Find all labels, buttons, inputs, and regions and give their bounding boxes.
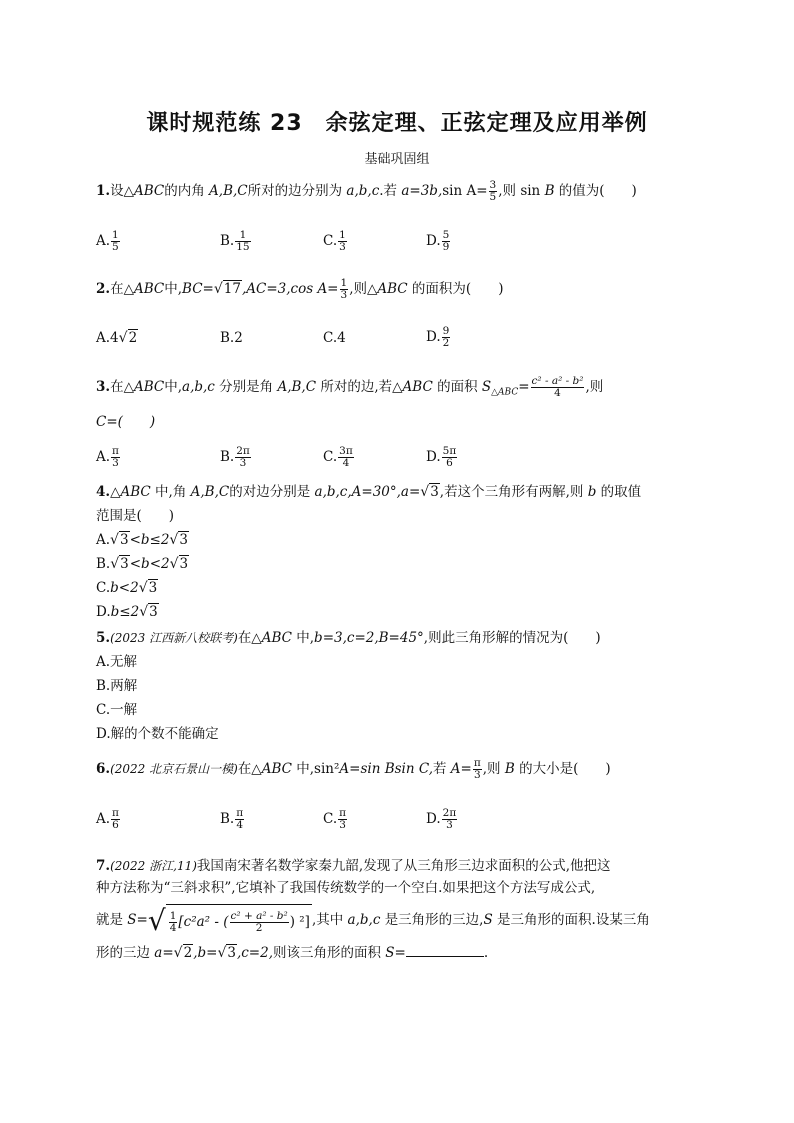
q5-source: (2023 江西新八校联考) [110, 631, 238, 645]
option-label: A. [96, 811, 111, 827]
denominator: 2 [255, 922, 263, 934]
option-fraction [111, 446, 120, 469]
radicand: 3 [430, 484, 439, 500]
option-fraction [338, 446, 354, 469]
q3-triangle: ABC [402, 379, 433, 395]
q2-triangle: ABC [133, 281, 165, 297]
q3-fraction [531, 376, 585, 399]
option-label: B. [220, 449, 235, 465]
option-inequality: b≤2 [110, 604, 140, 620]
q7-formula-tail: ) ²] [289, 914, 310, 930]
option-label: C. [323, 811, 338, 827]
radicand: 17 [223, 281, 241, 297]
option-fraction [338, 808, 347, 831]
q5-text: 中, [296, 630, 315, 646]
q7-text: 是三角形的三边, [384, 912, 484, 928]
q7-text: 形的三边 [96, 945, 150, 961]
q3-answer-prompt: C=( ) [96, 414, 156, 430]
sqrt-symbol: √3 [217, 945, 236, 961]
q7-formula-mid: [c²a² - ( [178, 914, 229, 930]
q3-sides: a,b,c [182, 379, 215, 395]
radicand: 3 [148, 580, 158, 596]
denominator: 3 [112, 457, 119, 469]
radicand: 3 [227, 945, 236, 961]
numerator: 2π [236, 445, 250, 457]
q2-triangle: ABC [377, 281, 408, 297]
q7-b-equals: ,b= [193, 945, 218, 961]
radicand: 2 [128, 330, 138, 346]
q2-bc: BC= [182, 281, 214, 297]
q6-option-a[interactable] [96, 808, 121, 831]
radicand: 3 [179, 556, 189, 572]
q4-option-a[interactable] [96, 530, 189, 550]
q5-option-b[interactable]: B.两解 [96, 678, 138, 694]
question-3-line-2 [96, 412, 155, 432]
q2-option-a[interactable] [96, 328, 138, 348]
q2-option-d[interactable] [426, 326, 451, 349]
q4-option-d[interactable] [96, 602, 159, 622]
q4-text: 中,角 [155, 484, 187, 500]
numerator: π [339, 807, 347, 819]
q1-option-d[interactable] [426, 230, 451, 253]
radicand: 3 [149, 604, 158, 620]
q1-triangle: ABC [133, 183, 165, 199]
option-label: A. [96, 449, 111, 465]
q6-text: 若 [433, 761, 447, 777]
sqrt-symbol: √2 [118, 330, 138, 346]
q5-option-a[interactable]: A.无解 [96, 654, 138, 670]
q3-equals: = [518, 379, 530, 395]
q5-option-c[interactable]: C.一解 [96, 702, 138, 718]
denominator: 9 [442, 241, 450, 253]
sqrt-symbol: √3 [139, 604, 158, 620]
denominator: 5 [489, 191, 497, 203]
sqrt-symbol: √3 [169, 556, 189, 572]
radicand: 3 [179, 532, 188, 548]
question-4 [96, 482, 641, 502]
denominator: 4 [342, 457, 350, 469]
option-fraction [235, 808, 244, 831]
q1-text: 设△ [110, 183, 134, 199]
denominator: 3 [473, 769, 481, 781]
option-label: D. [426, 811, 441, 827]
q2-text: ,则△ [349, 281, 378, 297]
option-label: C. [323, 233, 338, 249]
denominator: 3 [340, 289, 348, 301]
q1-option-b[interactable] [220, 230, 252, 253]
numerator: π [236, 807, 244, 819]
sqrt-symbol: √3 [420, 484, 439, 500]
q1-angles: A,B,C [209, 183, 248, 199]
option-label: D. [426, 449, 441, 465]
q3-area-symbol: S [481, 379, 492, 395]
q4-text: 的对边分别是 [229, 484, 311, 500]
q3-area-subscript: △ABC [491, 387, 519, 398]
sqrt-symbol: √3 [169, 532, 188, 548]
numerator: 5 [442, 229, 450, 241]
question-1 [96, 180, 637, 203]
denominator: 3 [446, 819, 453, 831]
q2-text: 的面积为( ) [411, 281, 504, 297]
option-label: B. [96, 556, 111, 572]
question-4-line-2: 范围是( ) [96, 508, 175, 524]
numerator: 1 [112, 229, 119, 241]
option-fraction [338, 230, 347, 253]
q4-text: △ [110, 484, 121, 500]
q1-text: 的值为( ) [558, 183, 637, 199]
numerator: 3π [339, 445, 353, 457]
numerator: 5π [442, 445, 457, 457]
numerator: 1 [235, 230, 250, 242]
denominator: 4 [236, 819, 244, 831]
q6-text: ,则 [482, 761, 501, 777]
denominator: 5 [112, 241, 119, 253]
q7-sides: a,b,c [347, 912, 381, 928]
option-inequality: <b<2 [129, 556, 170, 572]
question-number: 1. [96, 183, 111, 199]
q6-text: 中,sin² [296, 761, 340, 777]
question-number: 2. [96, 281, 111, 297]
question-number: 3. [96, 379, 111, 395]
option-inequality: b<2 [110, 580, 139, 596]
q5-option-d[interactable]: D.解的个数不能确定 [96, 726, 219, 742]
q6-option-d[interactable] [426, 808, 458, 831]
question-7-line-3 [96, 904, 650, 937]
sqrt-symbol: √ [147, 903, 166, 937]
numerator: c² + a² - b² [230, 910, 288, 922]
question-number: 5. [96, 630, 111, 646]
q4-angles: A,B,C [190, 484, 230, 500]
q7-text: 则该三角形的面积 [273, 945, 381, 961]
q6-condition: A=sin Bsin C, [339, 761, 433, 777]
answer-blank[interactable] [406, 942, 484, 957]
question-7 [96, 856, 611, 876]
q6-option-c[interactable] [323, 808, 348, 831]
q4-condition: a,b,c,A=30°,a= [314, 484, 421, 500]
option-fraction [442, 326, 451, 349]
q7-formula [166, 904, 312, 937]
q7-s-equals: S= [127, 912, 148, 928]
q1-sin-a: sin A= [442, 183, 488, 199]
sqrt-symbol: √2 [173, 945, 193, 961]
denominator: 4 [554, 387, 561, 399]
option-fraction [442, 446, 458, 469]
option-label: A. [96, 532, 111, 548]
q6-triangle: ABC [261, 761, 292, 777]
denominator: 2 [442, 337, 450, 349]
option-fraction [442, 230, 451, 253]
denominator: 3 [339, 819, 346, 831]
question-5 [96, 628, 601, 648]
denominator: 6 [112, 819, 119, 831]
q2-option-c[interactable]: C.4 [323, 330, 346, 346]
question-number: 4. [96, 484, 111, 500]
question-number: 6. [96, 761, 111, 777]
option-label: D. [96, 604, 111, 620]
q3-text: 分别是角 [219, 379, 274, 395]
q7-text: 是三角形的面积.设某三角 [497, 912, 650, 928]
numerator: π [112, 445, 119, 457]
option-label: C. [323, 449, 338, 465]
option-fraction [111, 808, 120, 831]
option-inequality: <b≤2 [129, 532, 170, 548]
q1-fraction [489, 180, 498, 203]
numerator: π [473, 757, 481, 769]
q2-a: A= [317, 281, 339, 297]
q1-condition: a=3b, [401, 183, 443, 199]
q4-text: ,若这个三角形有两解,则 [439, 484, 584, 500]
q1-option-c[interactable] [323, 230, 348, 253]
q7-fraction-half [230, 911, 289, 934]
q1-text: ,则 sin [498, 183, 541, 199]
q7-text: 我国南宋著名数学家秦九韶,发现了从三角形三边求面积的公式,他把这 [196, 858, 611, 874]
question-3 [96, 376, 603, 403]
q2-fraction [340, 278, 349, 301]
q1-option-a[interactable] [96, 230, 121, 253]
page-title: 课时规范练 23 余弦定理、正弦定理及应用举例 [146, 111, 648, 136]
q5-triangle: ABC [261, 630, 292, 646]
numerator: 1 [340, 277, 348, 289]
radicand: 2 [183, 945, 193, 961]
q7-period: . [483, 945, 489, 961]
denominator: 6 [446, 457, 453, 469]
option-label: A. [96, 233, 111, 249]
q3-triangle: ABC [133, 379, 165, 395]
q4-b: b [587, 484, 597, 500]
q4-text: 的取值 [600, 484, 642, 500]
q2-text: 中, [164, 281, 183, 297]
radicand: 3 [120, 556, 129, 572]
q4-option-c[interactable] [96, 578, 158, 598]
q2-ac: ,AC=3,cos [241, 281, 314, 297]
q3-text: ,则 [585, 379, 604, 395]
q3-option-a[interactable] [96, 446, 121, 469]
option-label: B. [220, 233, 235, 249]
q6-text: 在△ [237, 761, 262, 777]
numerator: 2π [442, 807, 457, 819]
section-subtitle: 基础巩固组 [364, 152, 430, 167]
option-label: A.4 [96, 330, 119, 346]
q3-text: 在△ [110, 379, 134, 395]
q1-text: 的内角 [164, 183, 205, 199]
question-6 [96, 758, 611, 781]
sqrt-symbol: √3 [138, 580, 158, 596]
question-number: 7. [96, 858, 111, 874]
q7-s: S [483, 912, 493, 928]
q3-text: 中, [164, 379, 183, 395]
numerator: 1 [169, 910, 177, 922]
q3-text: 所对的边,若△ [320, 379, 403, 395]
option-label: D. [426, 233, 441, 249]
q6-fraction [473, 758, 482, 781]
q6-b: B [504, 761, 515, 777]
q2-option-b[interactable]: B.2 [220, 330, 243, 346]
option-fraction [235, 230, 250, 253]
numerator: 9 [442, 325, 450, 337]
question-7-line-4 [96, 942, 488, 963]
q7-fraction-quarter [169, 911, 178, 934]
option-label: C. [96, 580, 111, 596]
q1-sides: a,b,c [346, 183, 380, 199]
q3-text: 的面积 [437, 379, 478, 395]
question-7-line-2: 种方法称为“三斜求积”,它填补了我国传统数学的一个空白.如果把这个方法写成公式, [96, 880, 596, 896]
q6-a: A= [450, 761, 472, 777]
question-2 [96, 278, 503, 301]
option-label: B. [220, 811, 235, 827]
denominator: 3 [339, 241, 346, 253]
q5-condition: b=3,c=2,B=45° [314, 630, 424, 646]
denominator: 3 [239, 457, 247, 469]
denominator: 4 [169, 922, 177, 934]
q6-option-b[interactable] [220, 808, 245, 831]
sqrt-symbol: √3 [110, 556, 129, 572]
q1-text: 所对的边分别为 [247, 183, 343, 199]
q2-text: 在△ [110, 281, 134, 297]
q7-c-equals: ,c=2, [236, 945, 273, 961]
radicand: 3 [119, 532, 129, 548]
q3-angles: A,B,C [277, 379, 317, 395]
numerator: π [112, 807, 119, 819]
q7-text: ,其中 [311, 912, 344, 928]
q7-a-equals: a= [154, 945, 174, 961]
sqrt-symbol: √17 [213, 281, 241, 297]
q4-option-b[interactable] [96, 554, 189, 574]
option-fraction [111, 230, 120, 253]
q5-text: 在△ [237, 630, 262, 646]
q3-option-c[interactable] [323, 446, 355, 469]
q6-text: 的大小是( ) [519, 761, 611, 777]
q1-b: B [544, 183, 555, 199]
q3-option-b[interactable] [220, 446, 252, 469]
numerator: 3 [489, 179, 497, 191]
q7-text: 就是 [96, 912, 123, 928]
q7-s-equals: S= [385, 945, 406, 961]
option-fraction [235, 446, 251, 469]
q1-text: .若 [379, 183, 398, 199]
q5-text: ,则此三角形解的情况为( ) [423, 630, 601, 646]
numerator: c² - a² - b² [531, 375, 584, 387]
numerator: 1 [339, 229, 346, 241]
q4-triangle: ABC [120, 484, 151, 500]
option-label: D. [426, 329, 441, 345]
option-fraction [442, 808, 458, 831]
denominator: 15 [236, 241, 250, 253]
q6-source: (2022 北京石景山一模) [110, 762, 238, 776]
q7-source: (2022 浙江,11) [110, 859, 197, 873]
q3-option-d[interactable] [426, 446, 458, 469]
sqrt-symbol: √3 [110, 532, 129, 548]
